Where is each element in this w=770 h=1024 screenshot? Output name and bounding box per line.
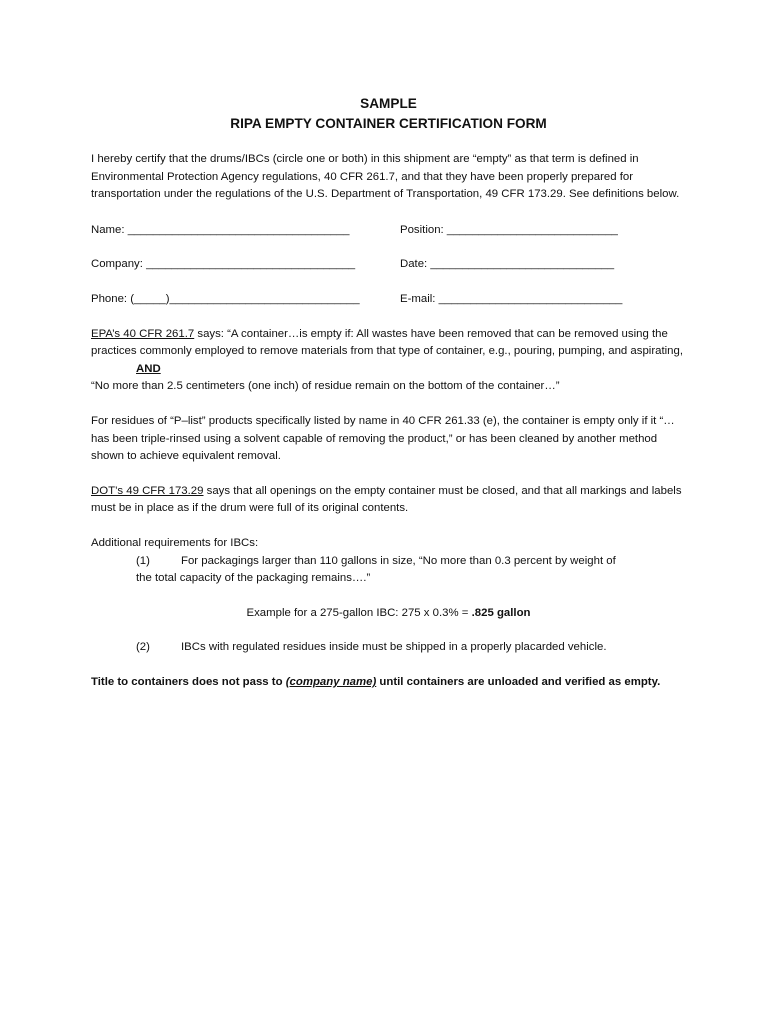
epa-reference: EPA’s 40 CFR 261.7	[91, 327, 195, 340]
title-transfer-statement	[91, 674, 686, 692]
name-position-row	[91, 222, 686, 240]
certification-statement: I hereby certify that the drums/IBCs (circle one or both) in this shipment are “empty” as that term is defined in Environmental Protection Agency regulations, 40 CFR 261.7, and that they have been properly prepared for transportation under the regulations of the U.S. Department of Transportation, 49 CFR 173.29. See definitions below.	[91, 153, 680, 201]
example-text: Example for a 275-gallon IBC: 275 x 0.3% =	[246, 606, 472, 619]
phone-field: Phone: (_____)______________________________	[91, 292, 360, 305]
company-date-row	[91, 256, 686, 274]
ibc-item-1	[91, 553, 686, 571]
ibc-heading: Additional requirements for IBCs:	[91, 536, 259, 549]
item-1-text: For packagings larger than 110 gallons in size, “No more than 0.3 percent by weight of	[181, 554, 616, 567]
dot-reference: DOT’s 49 CFR 173.29	[91, 484, 204, 497]
closing-before: Title to containers does not pass to	[91, 675, 286, 688]
ibc-item-2	[91, 639, 686, 657]
document-title: RIPA EMPTY CONTAINER CERTIFICATION FORM	[230, 116, 547, 131]
document-heading: SAMPLE	[360, 96, 417, 111]
company-field: Company: _________________________________	[91, 258, 356, 271]
closing-after: until containers are unloaded and verified as empty.	[376, 675, 661, 688]
residue-limit: “No more than 2.5 centimeters (one inch) of residue remain on the bottom of the container…”	[91, 380, 560, 393]
date-field: Date: _____________________________	[400, 258, 615, 271]
dot-paragraph	[91, 483, 686, 518]
name-field: Name: ___________________________________	[91, 223, 350, 236]
dot-text: says that all openings on the empty container must be closed, and that all markings and labels must be in place as if the drum were full of its original contents.	[91, 484, 682, 515]
company-name-placeholder: (company name)	[285, 675, 377, 688]
example-result: .825 gallon	[471, 606, 531, 619]
item-1-number: (1)	[136, 554, 150, 567]
p-list-paragraph: For residues of “P–list” products specifically listed by name in 40 CFR 261.33 (e), the container is empty only if it “…has been triple-rinsed using a solvent capable of removing the product,” or has been cleaned by another method shown to achieve equivalent removal.	[91, 414, 675, 463]
position-field: Position: ___________________________	[400, 223, 618, 236]
ibc-example	[91, 605, 686, 623]
item-2-text: IBCs with regulated residues inside must be shipped in a properly placarded vehicle.	[181, 641, 607, 654]
phone-email-row	[91, 291, 686, 309]
ibc-item-1-continuation: the total capacity of the packaging remains….”	[136, 572, 371, 585]
ibc-requirements	[91, 535, 686, 588]
epa-text: says: “A container…is empty if: All wastes have been removed that can be removed using the practices commonly employed to remove materials from that type of container, e.g., pouring, pumping, and aspirating,	[91, 327, 683, 358]
and-connector: AND	[136, 362, 161, 375]
epa-definition	[91, 326, 686, 396]
email-field: E-mail: _____________________________	[400, 292, 623, 305]
item-2-number: (2)	[136, 641, 150, 654]
epa-paragraph	[91, 326, 686, 361]
